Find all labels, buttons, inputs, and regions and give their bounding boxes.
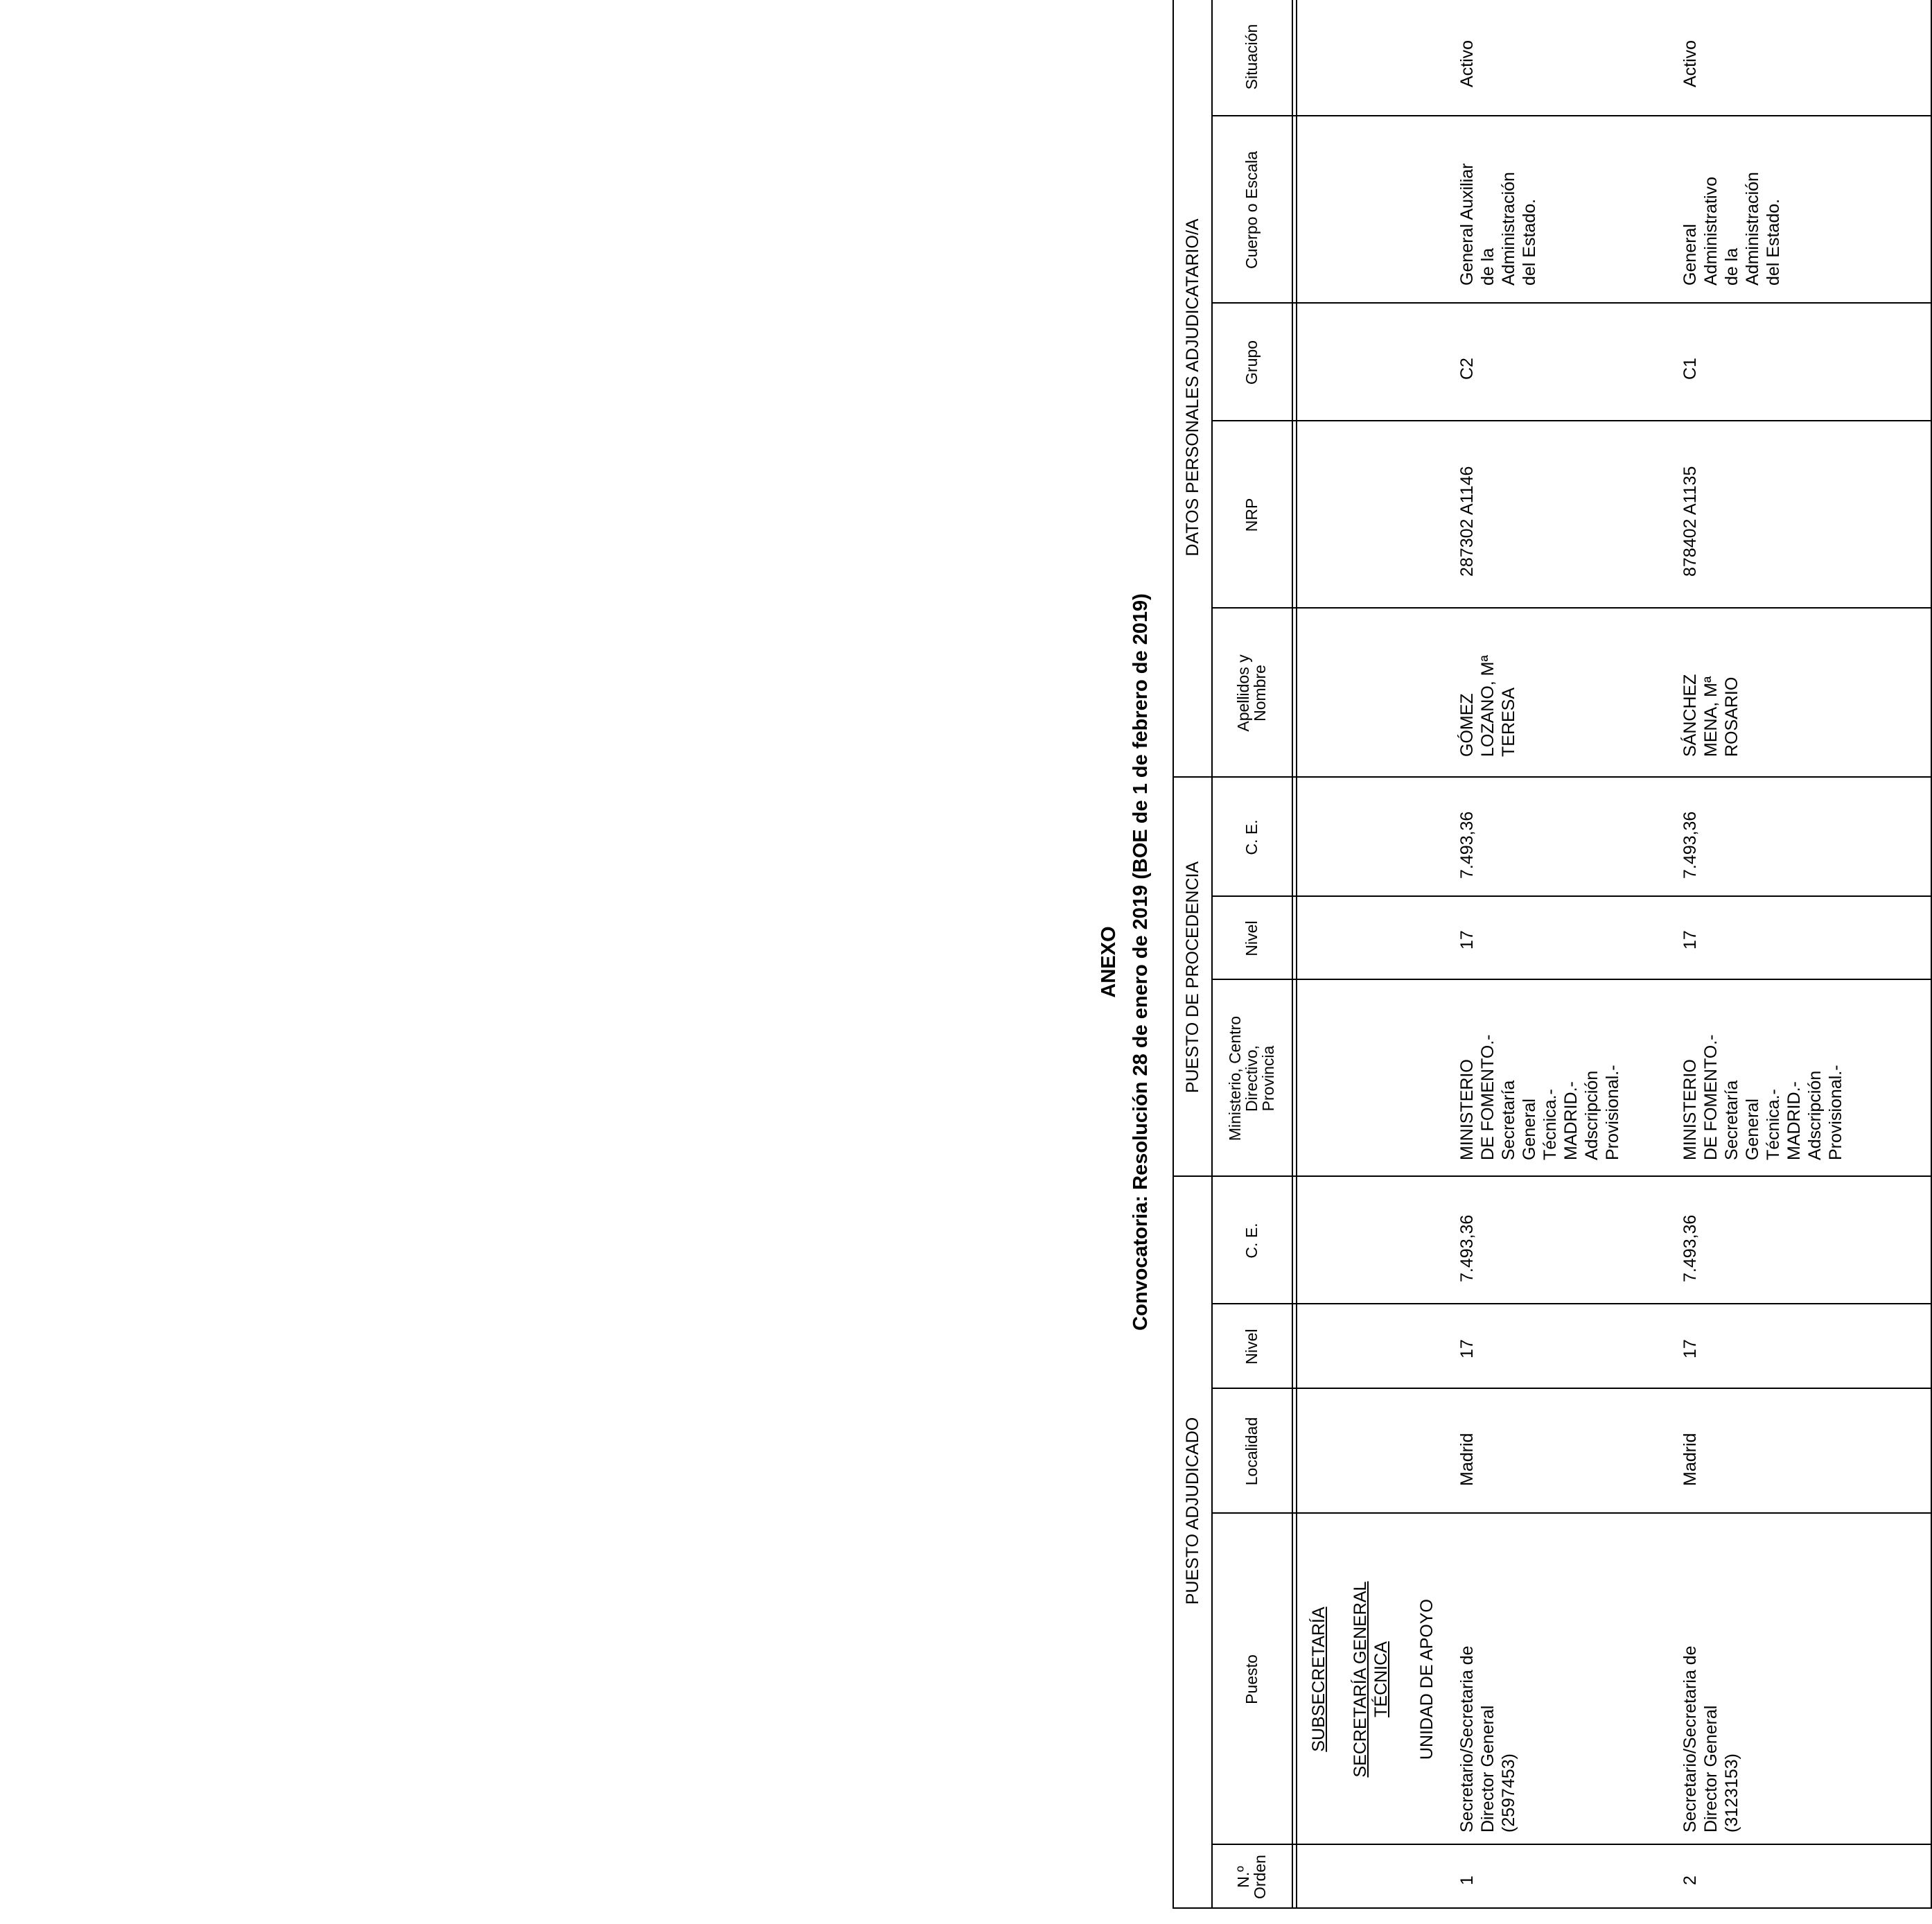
header-orden-line: N.º <box>1234 1866 1252 1888</box>
anexo-table <box>1173 0 1932 1909</box>
cell-procedencia <box>1680 987 1846 1160</box>
header-divider <box>1292 0 1293 1909</box>
col-line <box>1173 776 1932 778</box>
cell-line: Administración <box>1743 172 1762 286</box>
cell-orden: 1 <box>1457 1875 1477 1885</box>
section-sgt-line: TÉCNICA <box>1371 1641 1391 1717</box>
section-sgt-line: SECRETARÍA GENERAL <box>1351 1581 1370 1778</box>
cell-line: Técnica.- <box>1764 1089 1783 1160</box>
cell-line: del Estado. <box>1764 198 1783 286</box>
cell-line: General Auxiliar <box>1457 163 1477 286</box>
cell-line: MENA, Mª <box>1701 676 1721 757</box>
cell-line: (3123153) <box>1722 1754 1741 1833</box>
page-title: ANEXO <box>1098 926 1120 998</box>
header-apellidos-line: Apellidos y <box>1234 654 1252 732</box>
col-line <box>1211 895 1932 897</box>
cell-localidad: Madrid <box>1680 1433 1700 1486</box>
header-orden <box>1235 1845 1268 1909</box>
header-nivel-procedencia: Nivel <box>1242 920 1261 956</box>
cell-line: (2597453) <box>1499 1754 1518 1833</box>
cell-line: DE FOMENTO.- <box>1478 1034 1498 1160</box>
cell-line: DE FOMENTO.- <box>1701 1034 1721 1160</box>
cell-line: Director General <box>1701 1705 1721 1833</box>
header-ministerio-line: Ministerio, Centro <box>1226 1015 1244 1142</box>
cell-grupo: C2 <box>1457 358 1477 380</box>
header-grupo: Grupo <box>1242 340 1261 385</box>
cell-line: Provisional.- <box>1826 1065 1845 1160</box>
cell-line: Adscripción <box>1805 1070 1825 1160</box>
header-orden-line: Orden <box>1251 1855 1269 1899</box>
col-line <box>1211 1303 1932 1304</box>
cell-line: de la <box>1478 247 1498 286</box>
header-nivel: Nivel <box>1242 1329 1261 1365</box>
cell-line: General <box>1680 224 1700 286</box>
cell-line: Secretaría <box>1722 1080 1741 1160</box>
col-line <box>1173 1175 1932 1177</box>
col-line <box>1211 115 1932 116</box>
cell-line: SÁNCHEZ <box>1680 674 1700 757</box>
header-ce-procedencia: C. E. <box>1242 819 1261 855</box>
header-ce: C. E. <box>1242 1223 1261 1259</box>
header-localidad: Localidad <box>1242 1417 1261 1486</box>
cell-line: del Estado. <box>1520 198 1539 286</box>
cell-line: MINISTERIO <box>1457 1059 1477 1160</box>
header-situacion: Situación <box>1242 24 1261 90</box>
cell-nivel: 17 <box>1680 1339 1700 1358</box>
cell-cuerpo <box>1680 119 1784 286</box>
cell-nombre <box>1680 611 1742 757</box>
cell-orden: 2 <box>1680 1875 1700 1885</box>
group-puesto-procedencia: PUESTO DE PROCEDENCIA <box>1183 861 1202 1094</box>
cell-nivel-procedencia: 17 <box>1457 930 1477 950</box>
col-line <box>1211 607 1932 609</box>
col-line <box>1173 1907 1932 1909</box>
col-line <box>1211 1388 1932 1389</box>
cell-line: Secretario/Secretaria de <box>1680 1645 1700 1833</box>
col-line <box>1211 979 1932 980</box>
header-ministerio <box>1227 980 1276 1177</box>
header-ministerio-line: Provincia <box>1259 1045 1277 1112</box>
header-puesto: Puesto <box>1242 1654 1261 1704</box>
table-border-top <box>1173 0 1174 1909</box>
cell-line: Adscripción <box>1582 1070 1601 1160</box>
cell-line: Técnica.- <box>1540 1089 1560 1160</box>
cell-line: LOZANO, Mª <box>1478 655 1498 757</box>
cell-situacion: Activo <box>1457 40 1477 87</box>
cell-line: ROSARIO <box>1722 676 1741 757</box>
cell-line: MADRID.- <box>1784 1081 1804 1160</box>
header-apellidos-line: Nombre <box>1251 665 1269 721</box>
section-secretaria-general-tecnica <box>1350 1514 1391 1845</box>
cell-nivel-procedencia: 17 <box>1680 930 1700 950</box>
cell-grupo: C1 <box>1680 358 1700 380</box>
group-puesto-adjudicado: PUESTO ADJUDICADO <box>1183 1417 1202 1605</box>
cell-ce: 7.493,36 <box>1457 1214 1477 1282</box>
cell-puesto <box>1680 1528 1742 1833</box>
cell-nombre <box>1457 611 1519 757</box>
cell-line: Director General <box>1478 1705 1498 1833</box>
cell-nrp: 878402 A1135 <box>1680 466 1700 577</box>
header-nrp: NRP <box>1242 498 1261 532</box>
cell-line: MINISTERIO <box>1680 1059 1700 1160</box>
cell-puesto <box>1457 1528 1519 1833</box>
cell-line: General <box>1743 1099 1762 1160</box>
cell-nrp: 287302 A1146 <box>1457 466 1477 577</box>
cell-ce-procedencia: 7.493,36 <box>1457 811 1477 879</box>
cell-line: General <box>1520 1099 1539 1160</box>
cell-line: de la <box>1722 247 1741 286</box>
cell-line: Administración <box>1499 172 1518 286</box>
cell-line: Provisional.- <box>1603 1065 1622 1160</box>
cell-situacion: Activo <box>1680 40 1700 87</box>
cell-line: Secretaría <box>1499 1080 1518 1160</box>
cell-line: TERESA <box>1499 687 1518 757</box>
cell-ce-procedencia: 7.493,36 <box>1680 811 1700 879</box>
header-ministerio-line: Directivo, <box>1242 1045 1261 1112</box>
cell-procedencia <box>1457 987 1623 1160</box>
header-divider-double <box>1296 0 1297 1909</box>
cell-line: Administrativo <box>1701 177 1721 286</box>
cell-line: Secretario/Secretaria de <box>1457 1645 1477 1833</box>
section-unidad-apoyo: UNIDAD DE APOYO <box>1417 1599 1437 1760</box>
cell-ce: 7.493,36 <box>1680 1214 1700 1282</box>
group-divider <box>1211 0 1213 1909</box>
col-line <box>1211 420 1932 421</box>
cell-line: MADRID.- <box>1561 1081 1581 1160</box>
cell-nivel: 17 <box>1457 1339 1477 1358</box>
cell-line: GÓMEZ <box>1457 693 1477 757</box>
header-apellidos <box>1235 609 1268 778</box>
section-subsecretaria: SUBSECRETARÍA <box>1309 1607 1328 1752</box>
group-datos-personales: DATOS PERSONALES ADJUDICATARIO/A <box>1183 218 1202 557</box>
col-line <box>1211 302 1932 304</box>
cell-localidad: Madrid <box>1457 1433 1477 1486</box>
cell-cuerpo <box>1457 119 1540 286</box>
page-subtitle: Convocatoria: Resolución 28 de enero de 2019 (BOE de 1 de febrero de 2019) <box>1130 593 1152 1331</box>
header-cuerpo: Cuerpo o Escala <box>1242 150 1261 270</box>
